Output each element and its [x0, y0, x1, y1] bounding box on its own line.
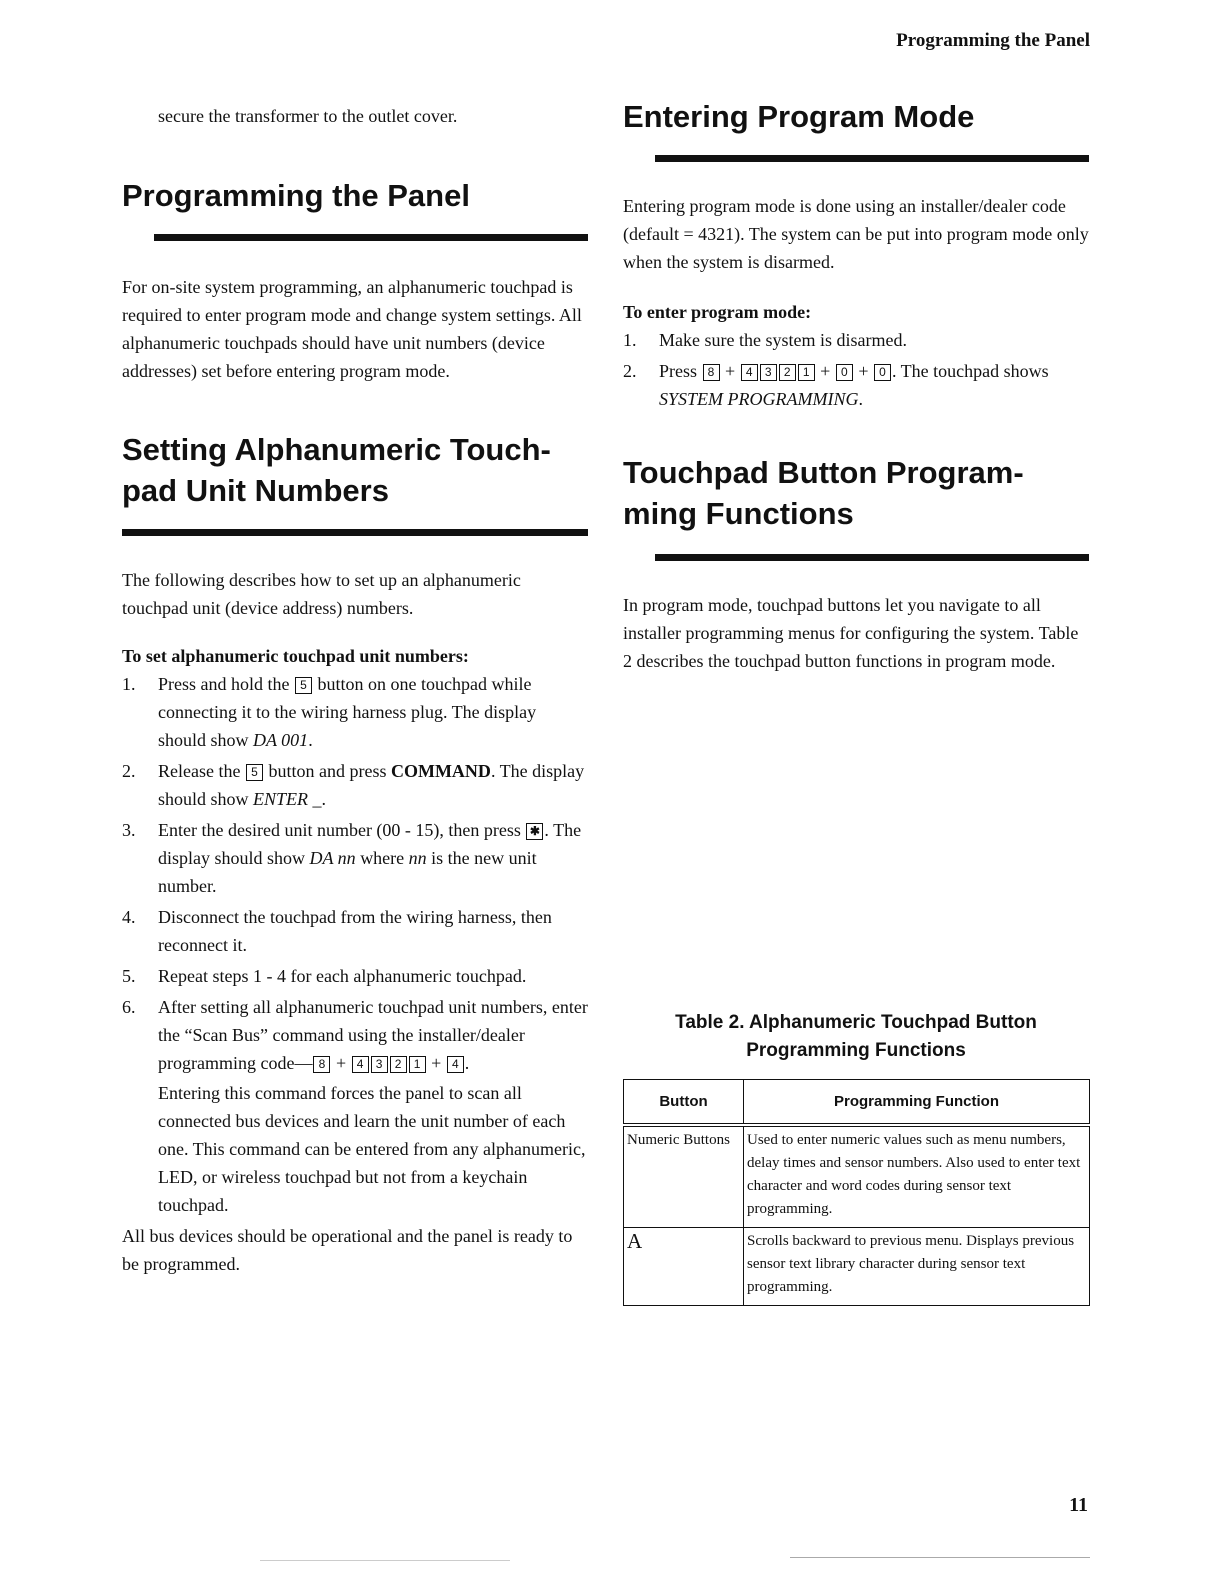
step-number: 2.: [122, 761, 136, 781]
step-number: 5.: [122, 966, 136, 986]
table-cell-function: Used to enter numeric values such as menu numbers, delay times and sensor numbers. Also used to enter text character and word codes during sensor text programming.: [744, 1125, 1090, 1228]
title-line-2: pad Unit Numbers: [122, 473, 389, 508]
step-text: The touchpad shows: [900, 361, 1049, 381]
section-title-setting-unit-numbers: [122, 429, 588, 511]
left-column: [122, 100, 588, 1278]
title-line-2: ming Functions: [623, 496, 854, 531]
plus-sign: +: [431, 1053, 442, 1073]
step-number: 2.: [623, 361, 637, 381]
list-item: [122, 670, 588, 754]
step-text: button and press: [268, 761, 387, 781]
caption-line-2: Programming Functions: [746, 1040, 966, 1061]
step-text: is the new unit number.: [158, 848, 537, 896]
step-text: where: [360, 848, 405, 868]
display-text: SYSTEM PROGRAMMING: [659, 389, 859, 409]
table-cell-function: Scrolls backward to previous menu. Displays previous sensor text library character during sensor text programming.: [744, 1228, 1090, 1306]
key-0-icon: 0: [874, 364, 891, 381]
key-0-icon: 0: [836, 364, 853, 381]
scan-artifact: [790, 1557, 1090, 1558]
step-text: Disconnect the touchpad from the wiring harness, then reconnect it.: [158, 907, 552, 955]
list-item: [623, 326, 1089, 354]
step-text: After setting all alphanumeric touchpad unit numbers, enter the “Scan Bus” command using the installer/dealer programming code—: [158, 997, 588, 1073]
running-head: Programming the Panel: [896, 30, 1090, 51]
step-text: . The display should show: [158, 820, 582, 868]
step-text: Press and hold the: [158, 674, 290, 694]
table-caption: [623, 1009, 1089, 1065]
section-rule: [655, 155, 1089, 162]
step-text: Repeat steps 1 - 4 for each alphanumeric touchpad.: [158, 966, 527, 986]
list-item: [122, 993, 588, 1219]
star-key-icon: ✱: [526, 823, 543, 840]
table-row: [624, 1125, 1090, 1228]
key-1-icon: 1: [798, 364, 815, 381]
scan-artifact: [260, 1560, 510, 1561]
title-line-1: Touchpad Button Program-: [623, 455, 1024, 490]
step-number: 1.: [122, 674, 136, 694]
list-item: [122, 962, 588, 990]
caption-line-1: Table 2. Alphanumeric Touchpad Button: [675, 1012, 1037, 1033]
intro-text: secure the transformer to the outlet cover.: [158, 106, 458, 126]
plus-sign: +: [335, 1053, 347, 1073]
section-title-touchpad-button-functions: [623, 452, 1089, 534]
title-line-1: Setting Alphanumeric Touch-: [122, 432, 551, 467]
step-number: 1.: [623, 330, 637, 350]
section-rule: [154, 234, 588, 241]
section-body-touchpad-button-functions: In program mode, touchpad buttons let you navigate to all installer programming menus for configuring the system. Table 2 describes the touchpad button functions in program mode.: [623, 595, 1079, 671]
section-title-entering-program-mode: Entering Program Mode: [623, 99, 975, 134]
step-number: 4.: [122, 907, 136, 927]
unit-number-steps: [122, 670, 588, 1219]
table-cell-button: A: [624, 1228, 744, 1306]
display-text: DA nn: [309, 848, 356, 868]
key-1-icon: 1: [409, 1056, 426, 1073]
list-item: [122, 816, 588, 900]
step-text: .: [464, 1053, 470, 1073]
step-text: .: [308, 730, 313, 750]
step-number: 6.: [122, 997, 136, 1017]
procedure-lead: To enter program mode:: [623, 302, 812, 322]
button-functions-table: [623, 1079, 1090, 1306]
step-number: 3.: [122, 820, 136, 840]
section-title-programming-panel: Programming the Panel: [122, 178, 470, 213]
display-text: DA 001: [253, 730, 309, 750]
section-body-programming-panel: For on-site system programming, an alphanumeric touchpad is required to enter program mode and change system settings. All alphanumeric touchpads should have unit numbers (device addresses) set before entering program mode.: [122, 277, 582, 381]
key-5-icon: 5: [295, 677, 312, 694]
closing-text: All bus devices should be operational and the panel is ready to be programmed.: [122, 1226, 573, 1274]
section-rule: [122, 529, 588, 536]
step-text: Make sure the system is disarmed.: [659, 330, 907, 350]
key-5-icon: 5: [246, 764, 263, 781]
right-column: [623, 96, 1089, 1306]
step-text: . The display should show: [158, 761, 585, 809]
step-text: .: [321, 789, 327, 809]
key-3-icon: 3: [760, 364, 777, 381]
step-text: Release the: [158, 761, 241, 781]
section-body-entering-program-mode: Entering program mode is done using an installer/dealer code (default = 4321). The system can be put into program mode only when the system is disarmed.: [623, 196, 1089, 272]
section-body-setting-unit-numbers: The following describes how to set up an alphanumeric touchpad unit (device address) numbers.: [122, 570, 521, 618]
display-text: nn: [408, 848, 427, 868]
procedure-lead: To set alphanumeric touchpad unit numbers:: [122, 646, 469, 666]
key-4-icon: 4: [352, 1056, 369, 1073]
command-label: COMMAND: [390, 761, 491, 781]
key-4-icon: 4: [447, 1056, 464, 1073]
display-text: ENTER _: [253, 789, 322, 809]
list-item: 2. Press 8 + 4 3 2 1 + 0 + 0 . The touchpad shows SYSTEM PROGRAMMING.: [623, 357, 1089, 413]
list-item: [122, 903, 588, 959]
step-note: Entering this command forces the panel to scan all connected bus devices and learn the unit number of each one. This command can be entered from any alphanumeric, LED, or wireless touchpad but not from a keychain touchpad.: [158, 1083, 586, 1215]
list-item: [122, 757, 588, 813]
page-number: 11: [1069, 1494, 1088, 1516]
key-8-icon: 8: [703, 364, 720, 381]
step-text: button on one touchpad while connecting it to the wiring harness plug. The display should show: [158, 674, 537, 750]
key-8-icon: 8: [313, 1056, 330, 1073]
key-2-icon: 2: [779, 364, 796, 381]
key-4-icon: 4: [741, 364, 758, 381]
table-cell-button: Numeric Buttons: [624, 1125, 744, 1228]
program-mode-steps: [623, 326, 1089, 413]
key-2-icon: 2: [390, 1056, 407, 1073]
column-header-button: Button: [624, 1080, 744, 1126]
table-header-row: [624, 1080, 1090, 1126]
section-rule: [655, 554, 1089, 561]
step-text: Enter the desired unit number (00 - 15), then press: [158, 820, 521, 840]
column-header-function: Programming Function: [744, 1080, 1090, 1126]
key-3-icon: 3: [371, 1056, 388, 1073]
table-row: [624, 1228, 1090, 1306]
step-text: Press: [659, 361, 698, 381]
